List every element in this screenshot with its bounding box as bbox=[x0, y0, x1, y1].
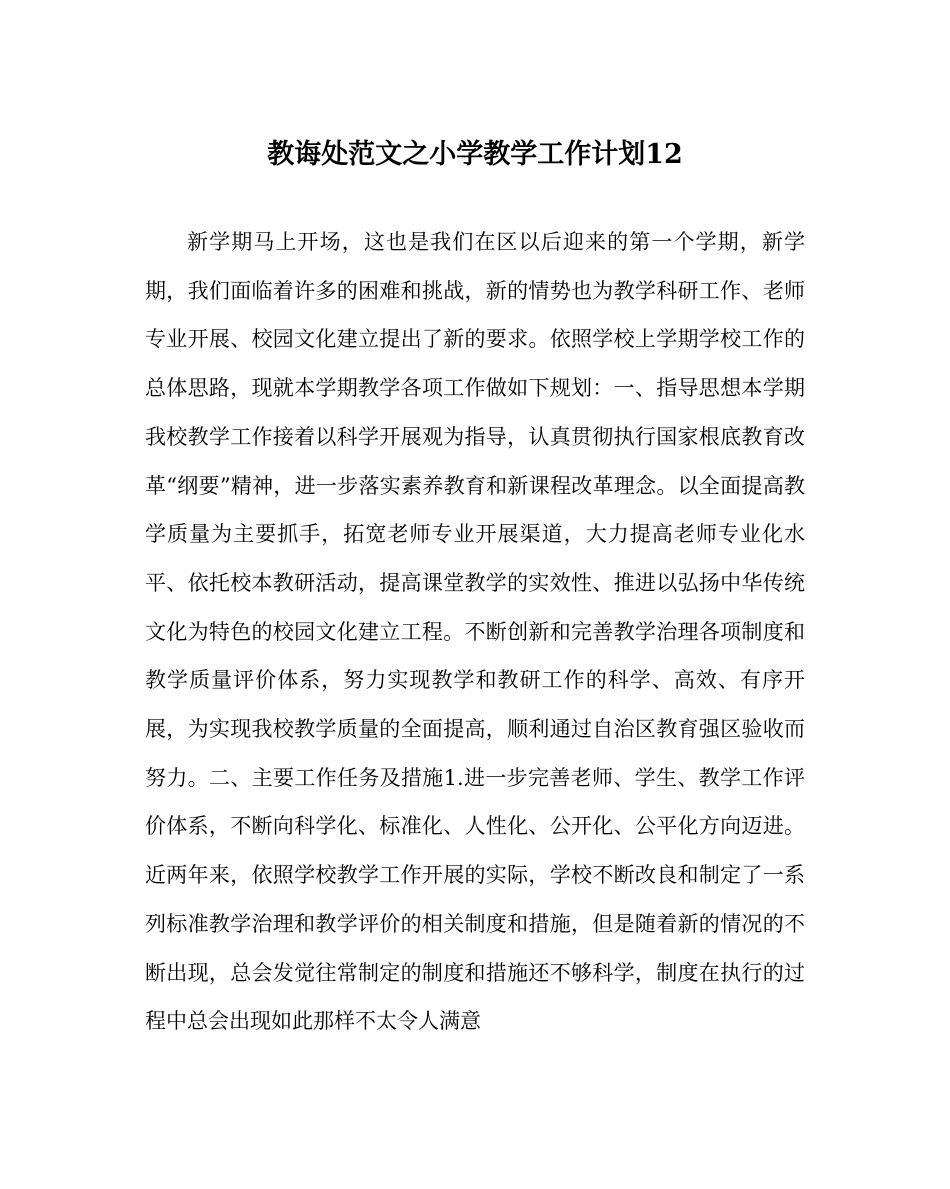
body-paragraph: 新学期马上开场，这也是我们在区以后迎来的第一个学期，新学期，我们面临着许多的困难和挑战，新的情势也为教学科研工作、老师专业开展、校园文化建立提出了新的要求。依照学校上学期学校工作的总体思路，现就本学期教学各项工作做如下规划：一、指导思想本学期我校教学工作接着以科学开展观为指导，认真贯彻执行国家根底教育改革“纲要”精神，进一步落实素养教育和新课程改革理念。以全面提高教学质量为主要抓手，拓宽老师专业开展渠道，大力提高老师专业化水平、依托校本教研活动，提高课堂教学的实效性、推进以弘扬中华传统文化为特色的校园文化建立工程。不断创新和完善教学治理各项制度和教学质量评价体系，努力实现教学和教研工作的科学、高效、有序开展，为实现我校教学质量的全面提高，顺利通过自治区教育强区验收而努力。二、主要工作任务及措施1.进一步完善老师、学生、教学工作评价体系，不断向科学化、标准化、人性化、公开化、公平化方向迈进。近两年来，依照学校教学工作开展的实际，学校不断改良和制定了一系列标准教学治理和教学评价的相关制度和措施，但是随着新的情况的不断出现，总会发觉往常制定的制度和措施还不够科学，制度在执行的过程中总会出现如此那样不太令人满意 bbox=[145, 230, 805, 1034]
document-title: 教诲处范文之小学教学工作计划12 bbox=[267, 139, 683, 170]
